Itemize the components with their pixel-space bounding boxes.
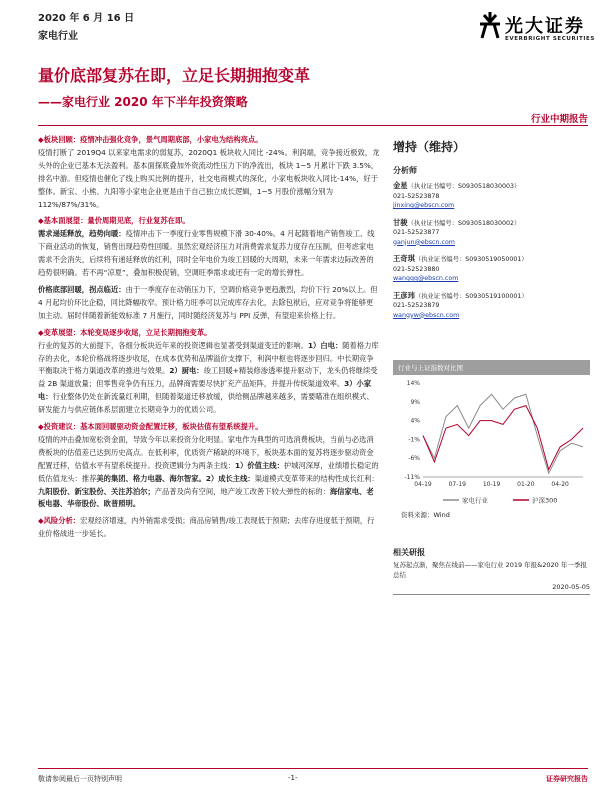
analyst-name: 王奇琪 bbox=[393, 254, 415, 263]
analyst-phone: 021-52523880 bbox=[393, 265, 440, 273]
point-text: 产品普及尚有空间，地产竣工改善下较大弹性的标的： bbox=[154, 486, 330, 496]
chart-source: 资料来源：Wind bbox=[401, 511, 450, 519]
everbright-logo-icon bbox=[478, 10, 502, 40]
analyst-phone: 021-52523879 bbox=[393, 302, 440, 309]
series-line-1 bbox=[423, 394, 583, 473]
page-number: -1- bbox=[288, 774, 298, 782]
report-date: 2020 年 6 月 16 日 bbox=[38, 13, 135, 24]
point-label: 1）白电： bbox=[307, 340, 343, 350]
related-research bbox=[393, 547, 590, 595]
y-tick-label: -6% bbox=[408, 455, 420, 463]
section-price bbox=[38, 284, 380, 323]
section-risk bbox=[38, 515, 380, 541]
point-text: 渠道模式变革带来的结构性成长红利： bbox=[254, 473, 379, 483]
point-text: 随着格力库存的去化，本轮价格战将逐步收尾，在成本优势和品牌溢价支撑下，利润中枢也将逐步回归。中长期竞争平衡取决于格力渠道改革的推进与效果。 bbox=[38, 340, 379, 376]
paragraph-text: 由于一季度存在动销压力下，空调价格竞争更趋激烈，均价下行 20%以上。但 4 月起均价环比企稳，同比降幅收窄。预计格力旺季可以完成库存去化，去除包袱后，应对竞争将能够更加主动。届时伴随着新能效标准 7 月施行，同时随经济复苏与 PPI 反弹，有望迎来价格上行。 bbox=[38, 284, 378, 320]
point-label: 3）小家电： bbox=[38, 379, 372, 402]
report-title: 量价底部复苏在即，立足长期拥抱变革 bbox=[38, 66, 311, 85]
analysts-heading: 分析师 bbox=[393, 166, 417, 175]
chart-title: 行业与上证指数对比图 bbox=[393, 360, 590, 375]
paragraph-heading: 需求递延释放，趋势向暖： bbox=[38, 229, 126, 239]
header-divider bbox=[38, 125, 588, 126]
section-heading: 量价周期见底，行业复苏在即。 bbox=[87, 216, 190, 226]
analyst-phone: 021-52523878 bbox=[393, 192, 440, 200]
analyst-card bbox=[393, 291, 590, 321]
footer-disclaimer: 敬请参阅最后一页特别声明 bbox=[38, 775, 122, 783]
section-heading: 本轮变局逐步收尾，立足长期拥抱变革。 bbox=[80, 327, 212, 337]
analyst-card bbox=[393, 254, 590, 284]
point-label: 2）成长主线： bbox=[205, 473, 255, 483]
section-change bbox=[38, 327, 380, 417]
analyst-card bbox=[393, 181, 590, 211]
report-subtitle: ——家电行业 2020 年下半年投资策略 bbox=[38, 95, 248, 109]
y-tick-label: 9% bbox=[410, 398, 420, 406]
stock-picks: 海信家电、老板电器、华帝股份、欧普照明。 bbox=[38, 486, 374, 509]
y-tick-label: -11% bbox=[404, 474, 420, 481]
analyst-card bbox=[393, 218, 590, 248]
point-text: 竣工回暖+精装修渗透率提升驱动下，龙头仍将继续受益 2B 渠道放量；但零售竞争仍有压力，品牌商需要尽快扩充产品矩阵，并提升传统渠道效率。 bbox=[38, 366, 378, 389]
paragraph-text: 疫情冲击下一季度行业零售规模下滑 30-40%。4 月起随着地产销售竣工、线下商业活动的恢复，销售出现趋势性回暖。虽然宏观经济压力对消费需求复苏力度存在压制，但考虑家电需求不会消失，后续将有递延释放的红利，同时全年电价为竣工回暖的大周期，未来一年需求边际改善的趋势很明确。若不再“凉夏”，叠加积极促销，空调旺季需求或还有一定的增长弹性。 bbox=[38, 229, 375, 278]
logo-text: 光大证券 bbox=[505, 16, 585, 37]
analyst-cert: （执业证书编号：S0930518030002） bbox=[407, 219, 521, 227]
section-text: 宏观经济增速，内外销需求受损；商品房销售/竣工表现低于预期；去库存进度低于预期，行业价格战进一步延长。 bbox=[38, 516, 375, 539]
section-heading: 基本面回暖驱动资金配置迁移，板块估值有望系统提升。 bbox=[80, 422, 263, 432]
x-tick-label: 04-20 bbox=[551, 481, 569, 488]
section-label: ◆投资建议： bbox=[38, 422, 81, 432]
main-content bbox=[38, 134, 380, 541]
section-outlook bbox=[38, 215, 380, 280]
point-label: 2）厨电： bbox=[169, 366, 204, 376]
analyst-email[interactable]: wangyw@ebscn.com bbox=[393, 311, 460, 319]
analyst-cert: （执业证书编号：S0930519050001） bbox=[414, 256, 528, 263]
stock-picks: 九阳股份、新宝股份、关注苏泊尔； bbox=[38, 486, 155, 496]
analyst-name: 王彦玮 bbox=[393, 290, 415, 300]
paragraph-text: 疫情的冲击叠加宽松资金面，导致今年以来投资分化明显。家电作为典型的可选消费板块，当前与必选消费板块的估值差已达到历史高点。在低利率，优质资产稀缺的环境下，板块基本面的复苏将逐步驱动资金配置迁移，估值水平有望系统提升。投资逻辑分为两条主线： bbox=[38, 434, 374, 470]
analyst-cert: （执业证书编号：S0930518030003） bbox=[407, 183, 521, 190]
index-comparison-chart bbox=[393, 360, 590, 530]
related-heading: 相关研报 bbox=[393, 548, 425, 557]
analyst-email[interactable]: wangqq@ebscn.com bbox=[393, 275, 459, 282]
analyst-cert: （执业证书编号：S0930519100001） bbox=[414, 292, 528, 300]
section-label: ◆板块回顾： bbox=[38, 135, 81, 144]
legend-label: 家电行业 bbox=[462, 496, 488, 505]
analyst-name: 金星 bbox=[393, 181, 408, 190]
stock-picks: 美的集团、格力电器、海尔智家。 bbox=[96, 473, 206, 483]
footer-label: 证券研究报告 bbox=[546, 775, 588, 783]
related-divider bbox=[393, 594, 590, 595]
x-tick-label: 01-20 bbox=[517, 481, 535, 488]
chart-plot bbox=[393, 375, 590, 510]
section-advice bbox=[38, 421, 380, 511]
x-tick-label: 07-19 bbox=[448, 481, 467, 488]
y-tick-label: -1% bbox=[408, 436, 420, 444]
legend-label: 沪深300 bbox=[532, 496, 558, 505]
section-heading: 疫情冲击强化竞争，景气周期底部，小家电为结构亮点。 bbox=[80, 135, 263, 144]
y-tick-label: 14% bbox=[406, 380, 420, 387]
analyst-email[interactable]: jinxing@ebscn.com bbox=[393, 202, 455, 209]
rating: 增持（维持） bbox=[393, 140, 466, 154]
section-label: ◆风险分析： bbox=[38, 516, 81, 526]
related-date: 2020-05-05 bbox=[552, 583, 590, 591]
x-tick-label: 04-19 bbox=[414, 481, 432, 488]
point-text: 行业整体仍处在新流量红利期，但随着渠道迁移放缓，供给侧品牌越来越多，需要瞄准在组织模式、研发能力与供应链体系层面建立长期竞争力的优质公司。 bbox=[38, 392, 374, 415]
analyst-phone: 021-52523877 bbox=[393, 229, 440, 236]
sidebar bbox=[393, 130, 590, 327]
analyst-email[interactable]: ganjun@ebscn.com bbox=[393, 238, 455, 246]
section-text: 疫情打断了 2019Q4 以来家电需求的弱复苏，2020Q1 板块收入同比 -24%。利润端，竞争接近极致，龙头外的企业已基本无法盈利。基本面探底叠加外资流动性压力下的净流出，板块 1~5 月累计下跌 3.5%，排名中游。但疫情也催化了线上购买比例的提升，社交电商模式的深化，小家电板块收入同比-14%，好于整体。新宝、小熊、九阳等小家电企业更是由于自己独立成长逻辑，1~5 月股价涨幅分别为 112%/87%/31%。 bbox=[38, 147, 380, 209]
paragraph-text: 行业的复苏的大前提下，各细分板块近年来的投资逻辑也显著受到渠道变迁的影响。 bbox=[38, 340, 308, 350]
analyst-name: 甘骏 bbox=[393, 217, 408, 227]
sector-label: 家电行业 bbox=[38, 31, 78, 42]
footer-divider bbox=[38, 768, 588, 769]
logo-subtitle: EVERBRIGHT SECURITIES bbox=[505, 36, 595, 42]
x-tick-label: 10-19 bbox=[482, 481, 501, 488]
point-text: 护城河深厚，业绩增长稳定的低估值龙头：推荐 bbox=[38, 460, 379, 483]
section-label: ◆基本面展望： bbox=[38, 216, 88, 226]
section-label: ◆变革展望： bbox=[38, 327, 81, 337]
section-review bbox=[38, 134, 380, 211]
report-type: 行业中期报告 bbox=[530, 114, 588, 125]
y-tick-label: 4% bbox=[410, 417, 420, 425]
related-title[interactable]: 复苏起点渐，聚焦在线前——家电行业 2019 年报&2020 年一季报总结 bbox=[393, 561, 587, 579]
paragraph-heading: 价格底部回暖，拐点临近： bbox=[38, 284, 126, 294]
point-label: 1）价值主线： bbox=[235, 460, 284, 470]
